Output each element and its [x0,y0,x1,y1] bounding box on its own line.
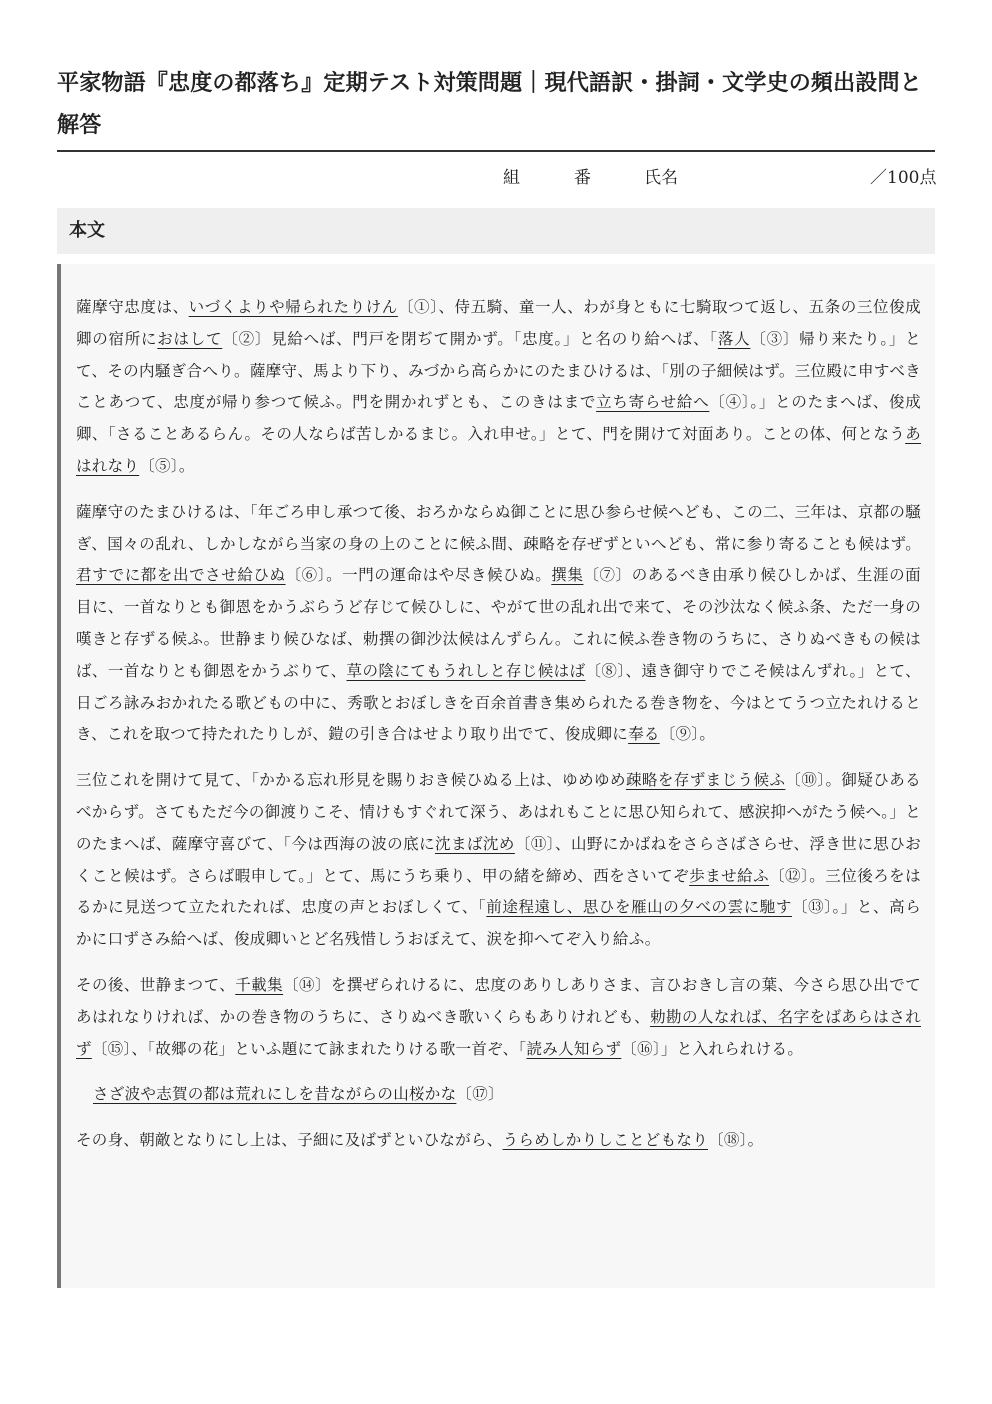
student-info-line [0,163,992,187]
text-segment: 〔⑯〕」と入れられける。 [621,1039,804,1058]
underlined-phrase: いづくよりや帰られたりけん [188,298,398,316]
underlined-phrase: 君すでに都を出でさせ給ひぬ [76,566,286,585]
underlined-phrase: 千載集 [235,975,284,994]
text-segment: 〔④〕。」とのたまへば、俊成卿、「さることあるらん。その人ならば苦しかるまじ。入れ申せ。」とて、門を開けて対面あり。ことの体、何となう [76,393,921,444]
text-segment: 〔⑨〕。 [659,725,716,744]
text-segment: 〔⑩〕。御疑ひあるべからず。さてもただ今の御渡りこそ、情けもすぐれて深う、あはれもことに思ひ知られて、感涙抑へがたう候へ。」とのたまへば、薩摩守喜びて、「今は西海の波の底に [76,771,921,853]
underlined-phrase: 前途程遠し、思ひを雁山の夕べの雲に馳す [486,898,792,917]
text-segment: 〔⑫〕。三位後ろをはるかに見送つて立たれたれば、忠度の声とおぼしくて、「 [76,866,921,917]
score-label: ／100点 [870,168,937,188]
underlined-phrase: さざ波や志賀の都は荒れにしを昔ながらの山桜かな [93,1085,457,1104]
name-label: 氏名 [644,168,678,188]
underlined-phrase: あはれなり [76,425,921,475]
underlined-phrase: 読み人知らず [526,1039,622,1058]
text-paragraph [76,970,921,1065]
underlined-phrase: 撰集 [551,566,584,585]
text-segment: その後、世静まつて、 [76,975,236,994]
text-segment: 〔⑭〕を撰ぜられけるに、忠度のありしありさま、言ひおきし言の葉、今さら思ひ出でてあはれなりければ、かの巻き物のうちに、さりぬべき歌いくらもありけれども、 [76,975,921,1026]
text-paragraph [76,1125,921,1157]
poem-line [76,1079,921,1111]
text-segment: 〔⑥〕。一門の運命はや尽き候ひぬ。 [285,566,552,585]
text-segment: 〔⑪〕、山野にかばねをさらさばさらせ、浮き世に思ひおくこと候はず。さらば暇申して。」とて、馬にうち乗り、甲の緒を締め、西をさいてぞ [76,834,921,885]
text-segment: 〔①〕、侍五騎、童一人、わが身ともに七騎取つて返し、五条の三位俊成卿の宿所に [76,298,921,348]
text-segment: 〔⑰〕 [456,1085,504,1104]
underlined-phrase: 草の陰にてもうれしと存じ候はば [346,661,586,680]
underlined-phrase: うらめしかりしことどもなり [502,1131,709,1150]
underlined-phrase: 歩ませ給ふ [689,866,770,885]
text-segment: 〔⑱〕。 [708,1131,764,1150]
main-text-box [57,264,935,1288]
page-title: 平家物語『忠度の都落ち』定期テスト対策問題｜現代語訳・掛詞・文学史の頻出設問と解答 [57,70,922,138]
text-segment: 薩摩守忠度は、 [76,298,189,316]
underlined-phrase: 疎略を存ずまじう候ふ [625,771,786,790]
title-divider [57,150,935,152]
underlined-phrase: 奉る [628,725,660,744]
text-segment: 薩摩守のたまひけるは、「年ごろ申し承つて後、おろかならぬ御ことに思ひ参らせ候へども、この二、三年は、京都の騒ぎ、国々の乱れ、しかしながら当家の身の上のことに候ふ間、疎略を存ぜずといへども、常に参り寄ることも候はず。 [76,502,921,553]
text-segment: 三位これを開けて見て、「かかる忘れ形見を賜りおき候ひぬる上は、ゆめゆめ [76,771,626,790]
underlined-phrase: 立ち寄らせ給へ [596,393,710,412]
text-segment: 〔②〕見給へば、門戸を閉ぢて開かず。「忠度。」と名のり給へば、「 [222,329,718,348]
class-label: 組 [503,168,520,188]
section-header-honbun: 本文 [57,208,935,254]
text-paragraph [76,292,921,483]
text-segment: 〔③〕帰り来たり。」とて、その内騒ぎ合へり。薩摩守、馬より下り、みづから高らかにのたまひけるは、「別の子細候はず。三位殿に申すべきことあつて、忠度が帰り参つて候ふ。門を開かれずとも、このきはまで [76,329,921,412]
underlined-phrase: 沈まば沈め [435,834,515,853]
text-paragraph [76,765,921,956]
text-segment: 〔⑦〕のあるべき由承り候ひしかば、生涯の面目に、一首なりとも御恩をかうぶらうど存じて候ひしに、やがて世の乱れ出で来て、その沙汰なく候ふ条、ただ一身の嘆きと存ずる候ふ。世静まり候ひなば、勅撰の御沙汰候はんずらん。これに候ふ巻き物のうちに、さりぬべきもの候はば、一首なりとも御恩をかうぶりて、 [76,566,921,680]
number-label: 番 [574,168,591,188]
text-segment: 〔⑧〕、遠き御守りでこそ候はんずれ。」とて、日ごろ詠みおかれたる歌どもの中に、秀歌とおぼしきを百余首書き集められたる巻き物を、今はとてうつ立たれけるとき、これを取つて持たれたりしが、鎧の引き合はせより取り出でて、俊成卿に [76,661,921,744]
text-segment: その身、朝敵となりにし上は、子細に及ばずといひながら、 [76,1131,503,1150]
text-segment: 〔⑤〕。 [139,456,195,475]
text-segment: 〔⑮〕、「故郷の花」といふ題にて詠まれたりける歌一首ぞ、「 [91,1039,527,1058]
underlined-phrase: 落人 [717,329,751,348]
underlined-phrase: 勅勘の人なれば、名字をばあらはされず [76,1007,921,1058]
text-paragraph [76,497,921,751]
underlined-phrase: おはして [157,329,223,348]
text-segment: 〔⑬〕。」と、高らかに口ずさみ給へば、俊成卿いとど名残惜しうおぼえて、涙を抑へてぞ入り給ふ。 [76,898,922,949]
